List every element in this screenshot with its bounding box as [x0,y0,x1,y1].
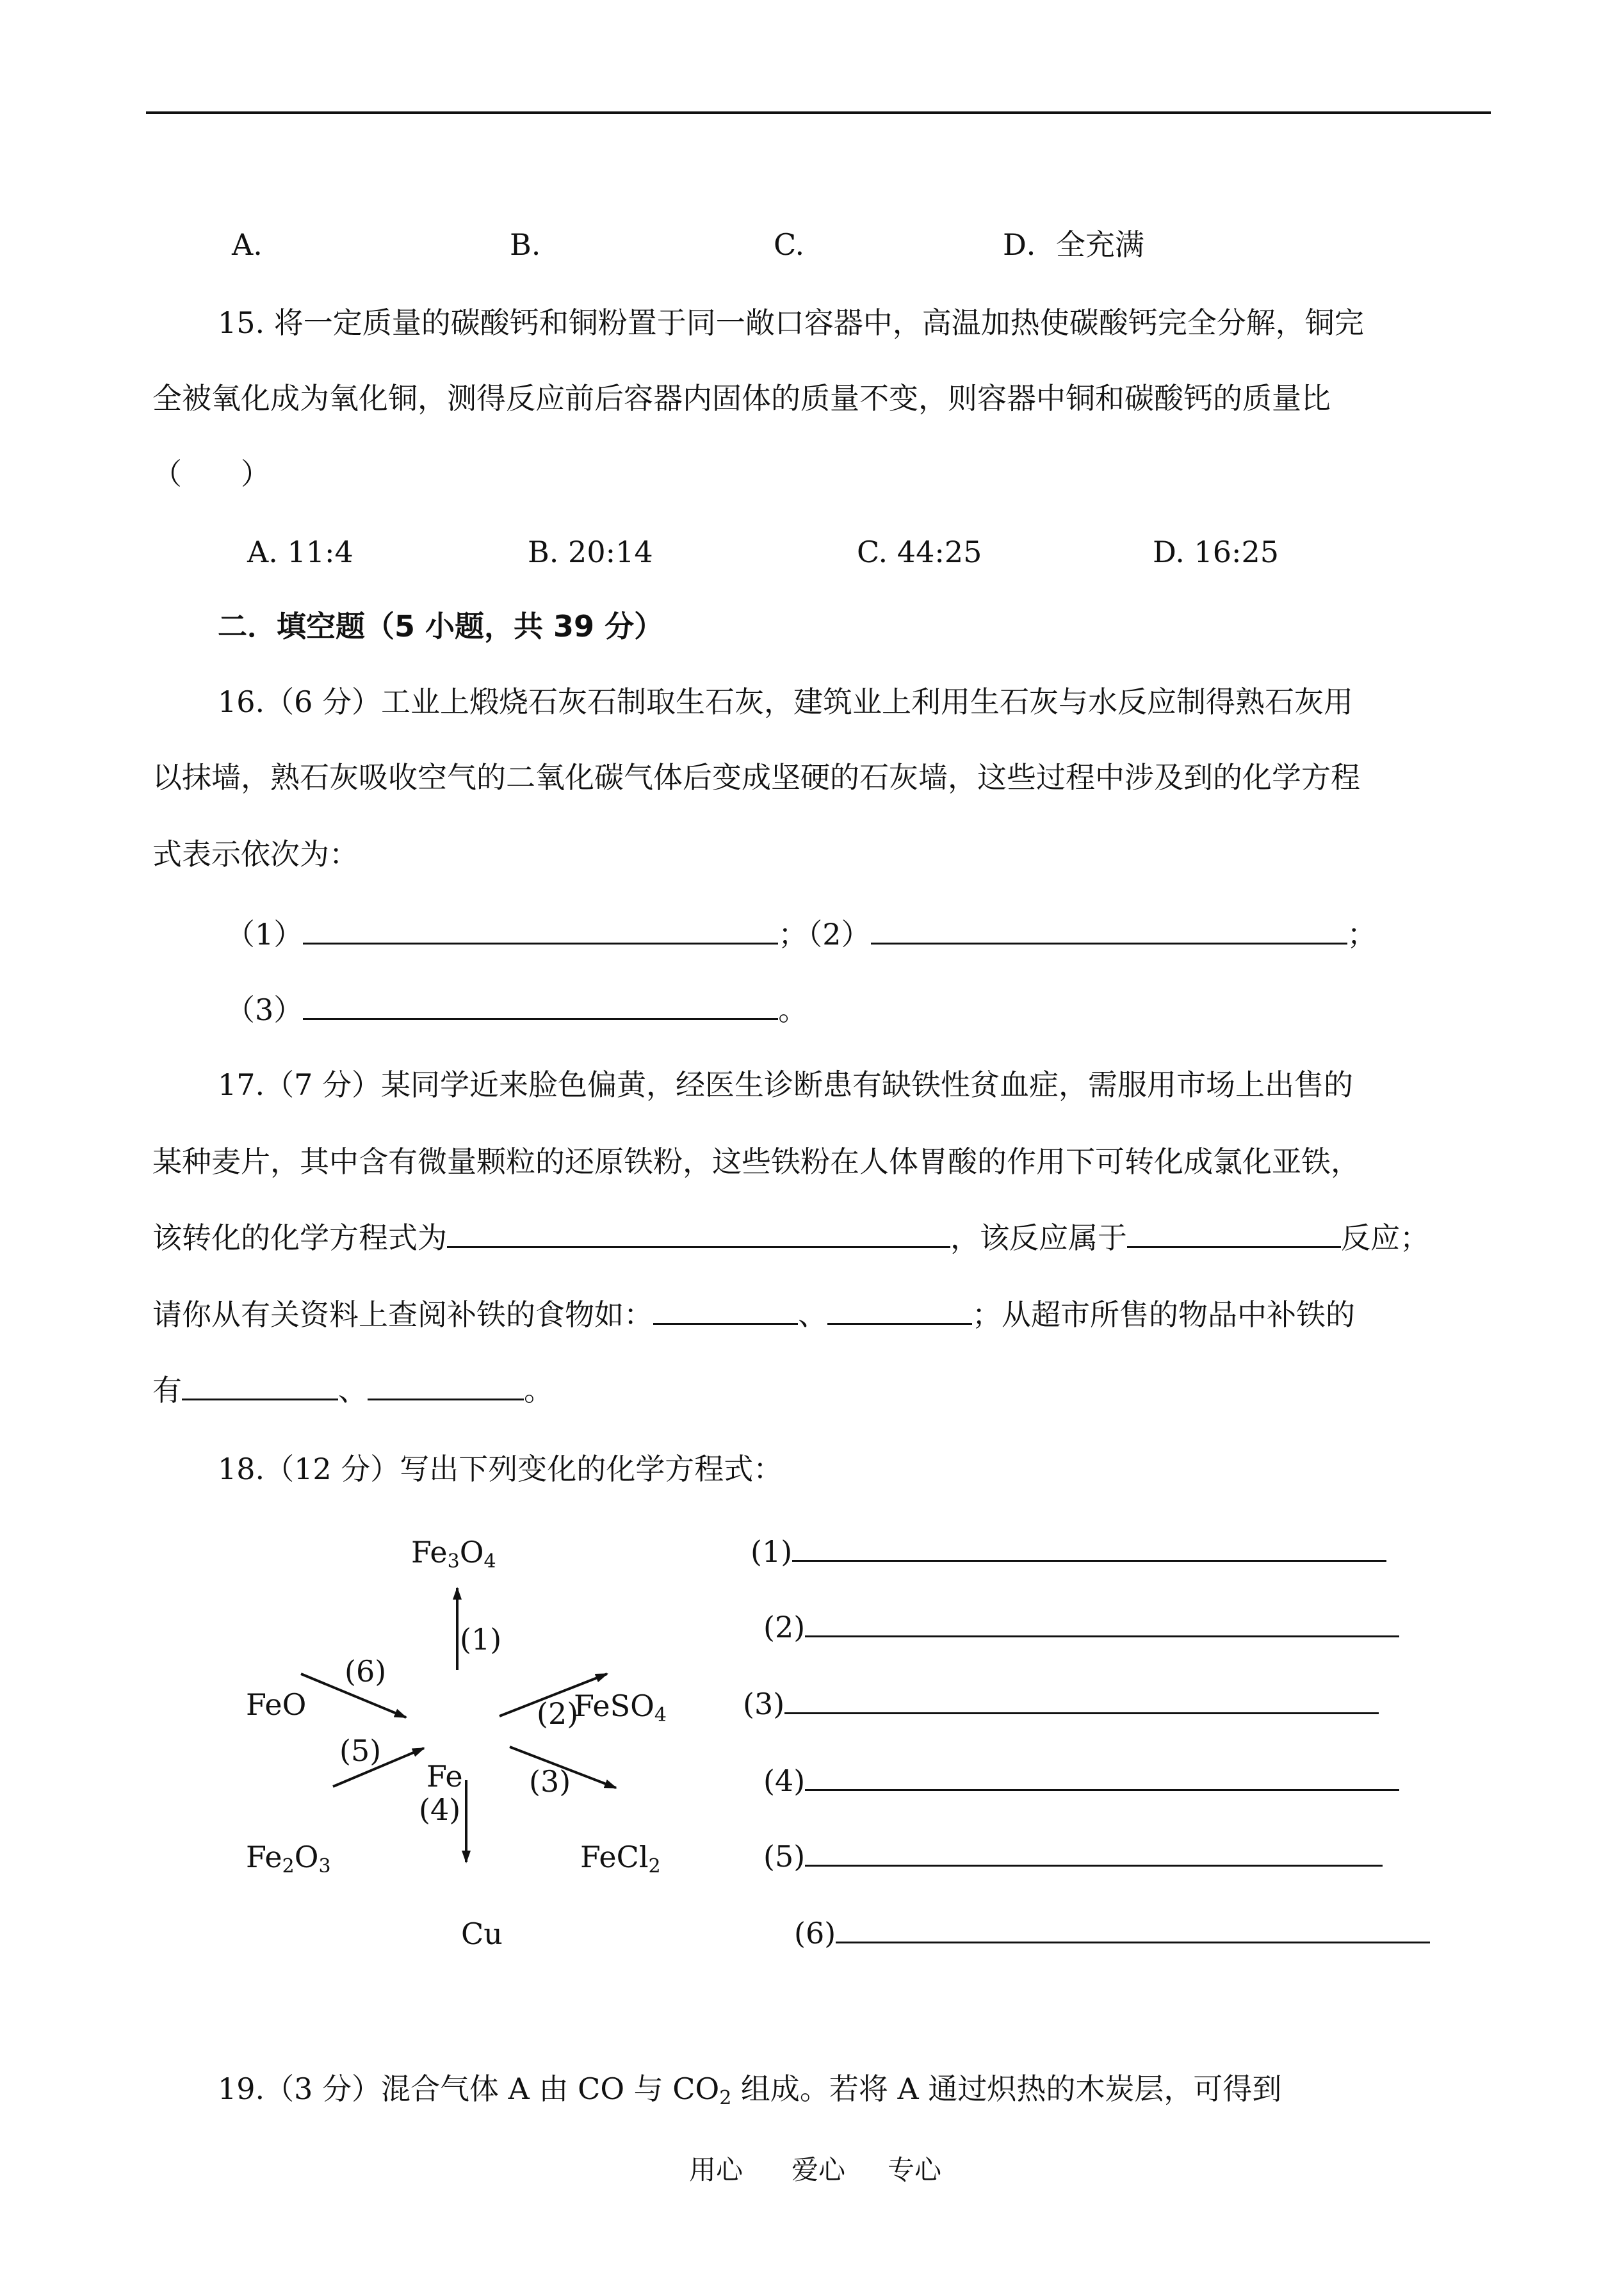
q19-line-1: 19.（3 分）混合气体 A 由 CO 与 $CO_2$ 组成。若将 A 通过炽热的木炭层，可得到 [218,2072,1282,2109]
arrow-label-6: (6) [345,1654,387,1689]
q17-separator-2: 、 [338,1373,368,1407]
node-fecl2: FeCl$_2$ [580,1840,661,1877]
arrow-label-2: (2) [537,1696,579,1731]
q16-blank-1-label: （1） [225,917,304,952]
q18-answer-1: (1) [751,1532,1386,1571]
footer-text-3: 专心 [888,2154,942,2186]
q17-line-1: 17.（7 分）某同学近来脸色偏黄，经医生诊断患有缺铁性贫血症，需服用市场上出售的 [218,1067,1354,1102]
q18-answer-blank-1[interactable] [792,1532,1386,1562]
q18-answer-blank-2[interactable] [805,1607,1399,1637]
node-fe: Fe [426,1759,463,1794]
arrow-label-3: (3) [529,1764,571,1799]
q17-separator: 、 [798,1297,827,1332]
q18-answer-2: (2) [763,1607,1399,1646]
q16-blank-3-end: 。 [778,993,808,1027]
q18-answer-blank-3[interactable] [784,1684,1379,1714]
q17-food-prompt: 请你从有关资料上查阅补铁的食物如： [152,1297,653,1332]
q17-market-prompt: ；从超市所售的物品中补铁的 [972,1297,1355,1332]
q18-answer-6: (6) [794,1913,1430,1952]
q15-answer-paren: （ ） [152,457,270,491]
q15-line-2: 全被氧化成为氧化铜，测得反应前后容器内固体的质量不变，则容器中铜和碳酸钙的质量比 [152,381,1331,416]
q18-answer-5: (5) [763,1837,1383,1876]
q14-option-a: A. [232,227,263,262]
section-2-title: 二．填空题（5 小题，共 39 分） [218,609,664,644]
arrow-label-5: (5) [339,1733,382,1768]
q17-line-2: 某种麦片，其中含有微量颗粒的还原铁粉，这些铁粉在人体胃酸的作用下可转化成氯化亚铁， [152,1144,1360,1179]
node-feso4: FeSO$_4$ [574,1689,667,1726]
q17-reaction-type-prompt: ，该反应属于 [950,1220,1127,1255]
node-feo: FeO [246,1687,307,1722]
q17-reaction-suffix: 反应； [1341,1220,1429,1255]
footer-text-2: 爱心 [792,2154,846,2186]
q16-blank-2-end: ； [1347,917,1377,952]
q15-option-c: C. 44:25 [857,535,982,569]
q18-answer-blank-4[interactable] [805,1761,1399,1791]
q18-answer-blank-6[interactable] [836,1913,1430,1943]
q14-option-c: C. [774,227,805,262]
q17-equation-prompt: 该转化的化学方程式为 [152,1220,447,1255]
footer-text-1: 用心 [689,2154,743,2186]
q18-title: 18.（12 分）写出下列变化的化学方程式： [218,1452,783,1486]
q18-answer-4: (4) [763,1761,1399,1800]
q16-line-1: 16.（6 分）工业上煅烧石灰石制取生石灰，建筑业上利用生石灰与水反应制得熟石灰用 [218,685,1354,719]
q16-blank-2-label: ；（2） [778,917,871,952]
node-fe3o4: $Fe_3O_4$ [411,1535,496,1573]
q14-option-d: D．全充满 [1003,227,1144,262]
q18-answer-blank-5[interactable] [805,1837,1383,1867]
q16-blank-3-label: （3） [225,993,304,1027]
q17-market-lead: 有 [152,1373,182,1407]
q16-line-3: 式表示依次为： [152,837,359,872]
q17-end: 。 [524,1373,553,1407]
arrow-label-1: (1) [460,1622,502,1657]
node-cu: Cu [461,1917,503,1951]
q15-option-d: D. 16:25 [1153,535,1279,569]
q16-line-2: 以抹墙，熟石灰吸收空气的二氧化碳气体后变成坚硬的石灰墙，这些过程中涉及到的化学方程 [152,760,1360,795]
arrow-label-4: (4) [419,1792,461,1827]
q15-option-a: A. 11:4 [247,535,353,569]
node-fe2o3: $Fe_2O_3$ [246,1840,331,1877]
q18-answer-3: (3) [743,1684,1379,1723]
q14-option-b: B. [510,227,541,262]
q15-option-b: B. 20:14 [528,535,653,569]
q15-line-1: 15. 将一定质量的碳酸钙和铜粉置于同一敞口容器中，高温加热使碳酸钙完全分解，铜完 [218,305,1364,340]
